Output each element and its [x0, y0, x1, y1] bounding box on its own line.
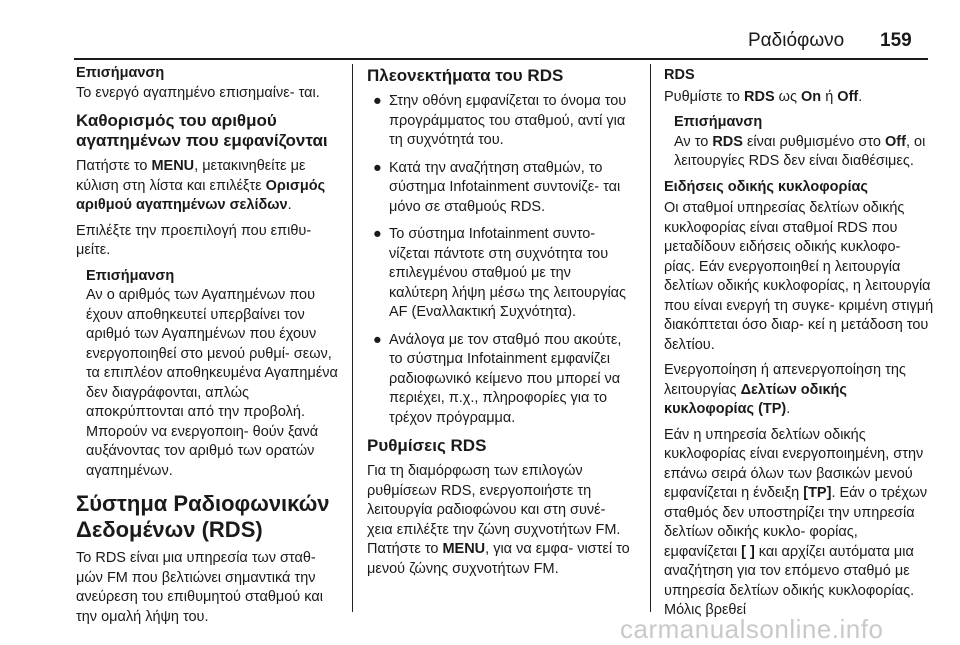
bullet-icon: ● — [373, 159, 382, 176]
bullet-icon: ● — [373, 93, 382, 109]
list-item: ● Το σύστημα Infotainment συντο- νίζεται πάντοτε στη συχνότητα του επιλεγμένου σταθμού με την καλύτερη λήψη μέσω της λειτουργίας AF (Εναλλακτική Συχνότητα). — [373, 226, 627, 320]
tp-indicator: [TP] — [803, 485, 832, 501]
list-item: ● Κατά την αναζήτηση σταθμών, το σύστημα Infotainment συντονίζε- ται μόνο σε σταθμούς RDS. — [373, 159, 621, 215]
paragraph-tp-indicator: Εάν η υπηρεσία δελτίων οδικής κυκλοφορίας είναι ενεργοποιημένη, στην επάνω σειρά όλων των βασικών μενού εμφανίζεται η ένδειξη [TP]. Εάν ο τρέχων σταθμός δεν υποστηρίζει την υπηρεσία δελτίων οδικής κυκλο- φορίας, εμφανίζεται [ ] και αρχίζει αυτόματα μια αναζήτηση για τον επόμενο σταθμό με υπηρεσία δελτίων οδικής κυκλοφορίας. Μόλις βρεθεί — [664, 426, 928, 618]
watermark-text: carmanualsonline.info — [620, 614, 884, 644]
note-2-text: Αν ο αριθμός των Αγαπημένων που έχουν αποθηκευτεί υπερβαίνει τον αριθμό των Αγαπημένων που έχουν ενεργοποιηθεί στο μενού ρυθμί- σεων, τα επιπλέον αποθηκευμένα Αγαπημένα δεν διαγράφονται, απλώς αποκρύπτονται από την προβολή. Μπορούν να ενεργοποιη- θούν ξανά αυξάνοντας τον αριθμό των ορατών αγαπημένων. — [86, 287, 338, 479]
note-2 — [76, 267, 342, 482]
paragraph-tp-toggle: Ενεργοποίηση ή απενεργοποίηση της λειτουργίας Δελτίων οδικής κυκλοφορίας (TP). — [664, 362, 906, 417]
note-1 — [76, 64, 342, 103]
column-divider-2 — [650, 64, 651, 612]
empty-indicator: [ ] — [741, 543, 755, 560]
heading-rds-advantages: Πλεονεκτήματα του RDS — [367, 66, 564, 85]
note-3: Επισήμανση Αν το RDS είναι ρυθμισμένο στο Off, οι λειτουργίες RDS δεν είναι διαθέσιμες. — [664, 113, 934, 172]
menu-label: MENU — [442, 541, 486, 557]
heading-rds-system: Σύστημα Ραδιοφωνικών Δεδομένων (RDS) — [76, 491, 330, 542]
advantages-list — [367, 92, 633, 428]
page-number: 159 — [880, 30, 912, 51]
tp-option-label: Δελτίων οδικής κυκλοφορίας (TP) — [664, 381, 847, 417]
menu-option-label: Ορισμός αριθμού αγαπημένων σελίδων — [76, 177, 326, 213]
heading-favourites-count: Καθορισμός του αριθμού αγαπημένων που εμφανίζονται — [76, 111, 328, 150]
column-2 — [367, 64, 633, 585]
page-header — [0, 0, 960, 60]
heading-traffic-news: Ειδήσεις οδικής κυκλοφορίας — [664, 178, 868, 195]
note-2-title: Επισήμανση — [86, 267, 175, 284]
paragraph-select-preset: Επιλέξτε την προεπιλογή που επιθυ- μείτε. — [76, 222, 312, 258]
note-1-title: Επισήμανση — [76, 65, 165, 81]
column-divider-1 — [352, 64, 353, 612]
list-item: ● Στην οθόνη εμφανίζεται το όνομα του προγράμματος του σταθμού, αντί για τη συχνότητά του. — [373, 93, 627, 148]
paragraph-traffic-info: Οι σταθμοί υπηρεσίας δελτίων οδικής κυκλοφορίας είναι σταθμοί RDS που μεταδίδουν ειδήσεις οδικής κυκλοφο- ρίας. Εάν ενεργοποιηθεί η λειτουργία δελτίων οδικής κυκλοφορίας, η λειτουργία που είναι ενεργή τη συγκε- κριμένη στιγμή διακόπτεται όσο διαρ- κεί η μετάδοση του δελτίου. — [664, 200, 934, 353]
paragraph-rds-toggle: Ρυθμίστε το RDS ως On ή Off. — [664, 88, 863, 105]
paragraph-rds-intro: Το RDS είναι μια υπηρεσία των σταθ- μών FM που βελτιώνει σημαντικά την ανεύρεση του επιθυμητού σταθμού και την ομαλή λήψη του. — [76, 550, 323, 625]
menu-label: MENU — [151, 158, 195, 174]
bullet-icon: ● — [373, 226, 382, 242]
heading-rds: RDS — [664, 67, 695, 83]
header-rule — [74, 58, 928, 60]
note-1-text: Το ενεργό αγαπημένο επισημαίνε- ται. — [76, 84, 320, 101]
column-1 — [76, 64, 342, 633]
heading-rds-settings: Ρυθμίσεις RDS — [367, 436, 487, 455]
paragraph-favourites-menu: Πατήστε το MENU, μετακινηθείτε με κύλιση στη λίστα και επιλέξτε Ορισμός αριθμού αγαπημένων σελίδων. — [76, 158, 326, 213]
bullet-icon: ● — [373, 331, 382, 348]
list-item: ● Ανάλογα με τον σταθμό που ακούτε, το σύστημα Infotainment εμφανίζει ραδιοφωνικό κείμενο που μπορεί να περιέχει, π.χ., πληροφορίες για το τρέχον πρόγραμμα. — [373, 331, 622, 426]
paragraph-rds-settings: Για τη διαμόρφωση των επιλογών ρυθμίσεων RDS, ενεργοποιήστε τη λειτουργία ραδιοφώνου και στη συνέ- χεια επιλέξτε την ζώνη συχνοτήτων FM. Πατήστε το MENU, για να εμφα- νιστεί το μενού ζώνης συχνοτήτων FM. — [367, 463, 630, 577]
page-title: Ραδιόφωνο — [748, 30, 845, 51]
column-3 — [664, 64, 934, 627]
note-3-title: Επισήμανση — [674, 114, 763, 130]
